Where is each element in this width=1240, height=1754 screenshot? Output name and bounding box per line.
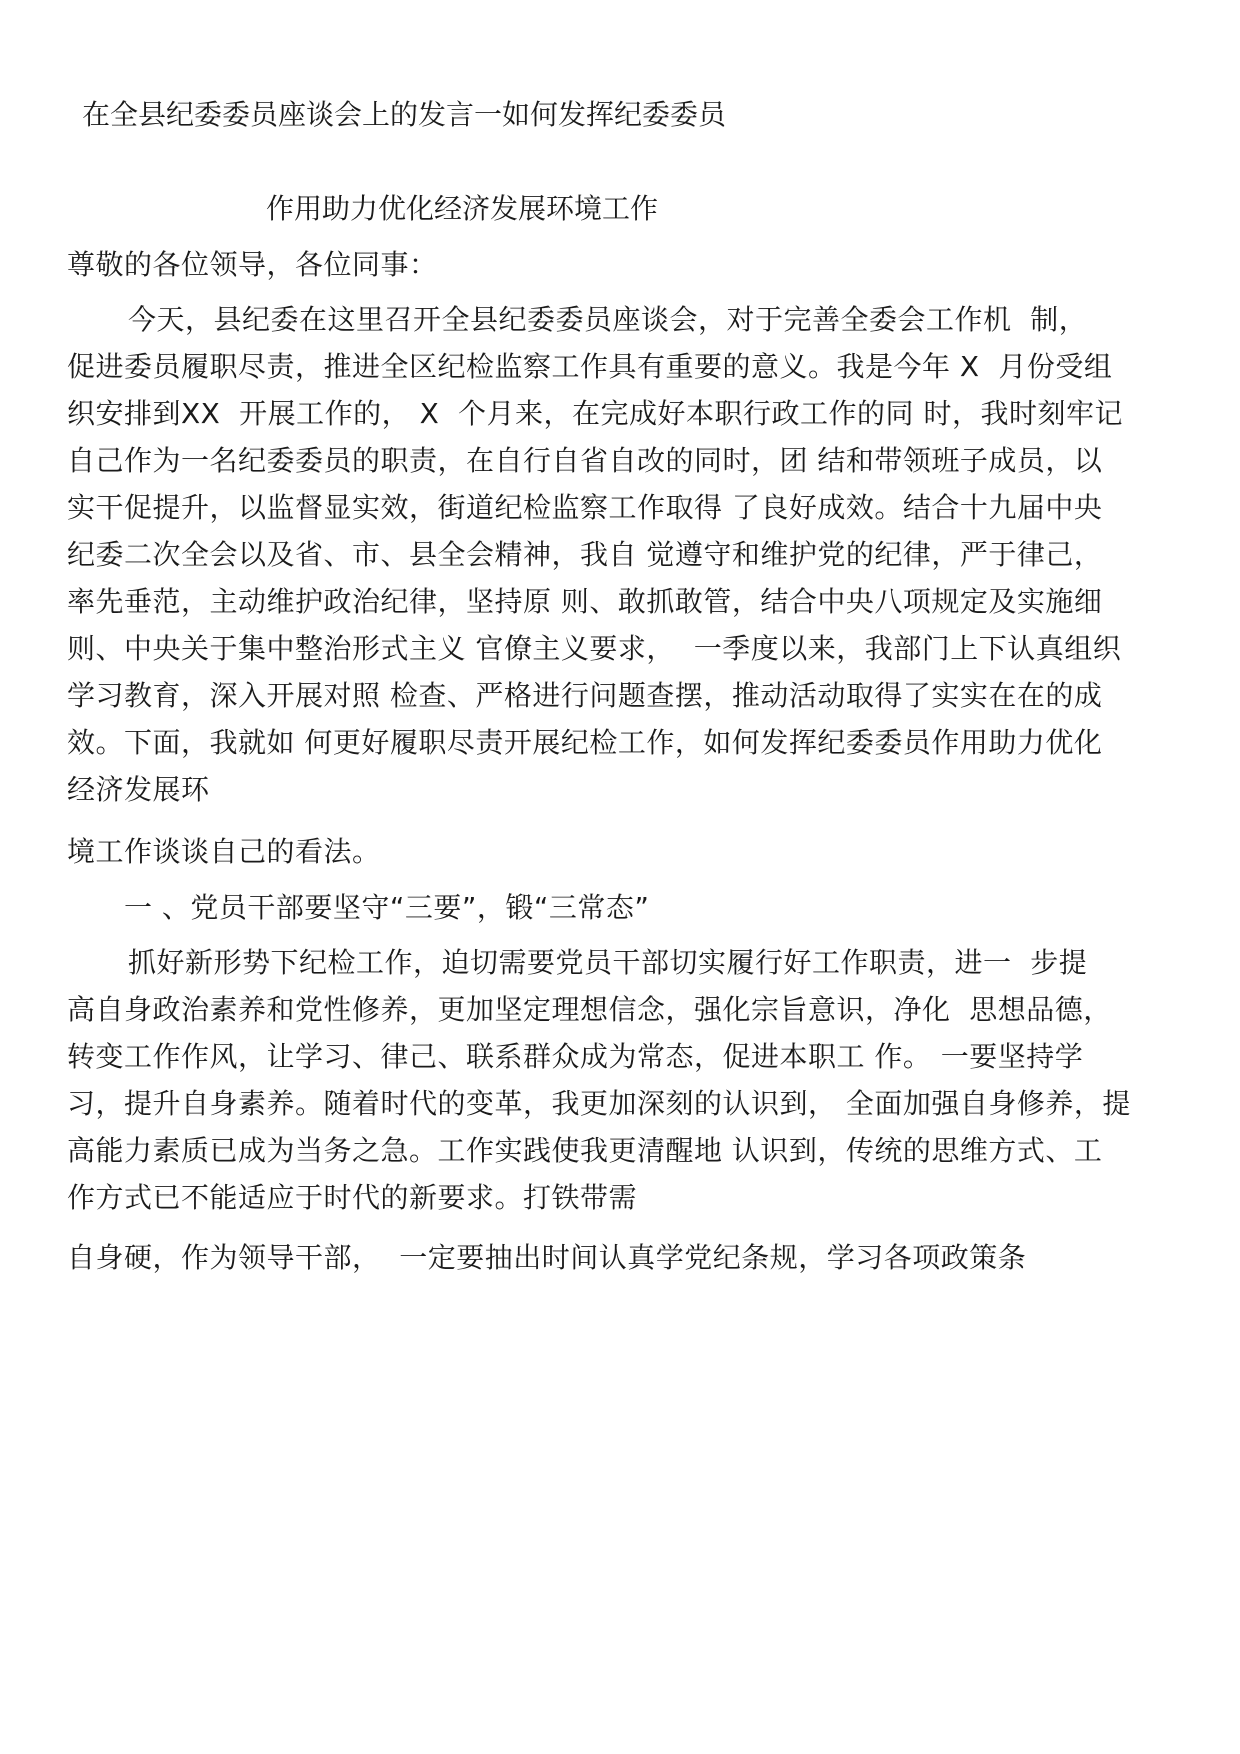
paragraph-line: 抓好新形势下纪检工作，迫切需要党员干部切实履行好工作职责，进一 步提 bbox=[128, 946, 1088, 979]
document-title-line-1: 在全县纪委委员座谈会上的发言一如何发挥纪委委员 bbox=[82, 98, 727, 131]
salutation: 尊敬的各位领导，各位同事： bbox=[67, 248, 438, 281]
paragraph-line: 经济发展环 bbox=[67, 773, 210, 806]
paragraph-line: 转变工作作风，让学习、律己、联系群众成为常态，促进本职工 作。 一要坚持学 bbox=[67, 1040, 1084, 1073]
paragraph-line: 效。下面，我就如 何更好履职尽责开展纪检工作，如何发挥纪委委员作用助力优化 bbox=[67, 726, 1103, 759]
paragraph-2-continuation: 自身硬，作为领导干部， 一定要抽出时间认真学党纪条规，学习各项政策条 bbox=[67, 1241, 1027, 1274]
paragraph-line: 实干促提升，以监督显实效，街道纪检监察工作取得 了良好成效。结合十九届中央 bbox=[67, 491, 1103, 524]
paragraph-line: 自己作为一名纪委委员的职责，在自行自省自改的同时，团 结和带领班子成员，以 bbox=[67, 444, 1103, 477]
paragraph-line: 高自身政治素养和党性修养，更加坚定理想信念，强化宗旨意识，净化 思想品德， bbox=[67, 993, 1112, 1026]
document-title-line-2: 作用助力优化经济发展环境工作 bbox=[266, 192, 659, 225]
paragraph-line: 纪委二次全会以及省、市、县全会精神，我自 觉遵守和维护党的纪律，严于律己， bbox=[67, 538, 1103, 571]
paragraph-line: 率先垂范，主动维护政治纪律，坚持原 则、敢抓敢管，结合中央八项规定及实施细 bbox=[67, 585, 1103, 618]
section-heading-1: 一 、党员干部要坚守“三要”，锻“三常态” bbox=[124, 891, 650, 924]
paragraph-line: 习，提升自身素养。随着时代的变革，我更加深刻的认识到， 全面加强自身修养，提 bbox=[67, 1087, 1131, 1120]
paragraph-line: 今天，县纪委在这里召开全县纪委委员座谈会，对于完善全委会工作机 制， bbox=[128, 303, 1088, 336]
paragraph-1-continuation: 境工作谈谈自己的看法。 bbox=[67, 835, 381, 868]
paragraph-line: 织安排到XX 开展工作的， X 个月来，在完成好本职行政工作的同 时，我时刻牢记 bbox=[67, 397, 1123, 430]
paragraph-line: 则、中央关于集中整治形式主义 官僚主义要求， 一季度以来，我部门上下认真组织 bbox=[67, 632, 1122, 665]
paragraph-line: 作方式已不能适应于时代的新要求。打铁带需 bbox=[67, 1181, 638, 1214]
paragraph-line: 促进委员履职尽责，推进全区纪检监察工作具有重要的意义。我是今年 X 月份受组 bbox=[67, 350, 1113, 383]
paragraph-line: 学习教育，深入开展对照 检查、严格进行问题查摆，推动活动取得了实实在在的成 bbox=[67, 679, 1103, 712]
paragraph-line: 高能力素质已成为当务之急。工作实践使我更清醒地 认识到，传统的思维方式、工 bbox=[67, 1134, 1103, 1167]
